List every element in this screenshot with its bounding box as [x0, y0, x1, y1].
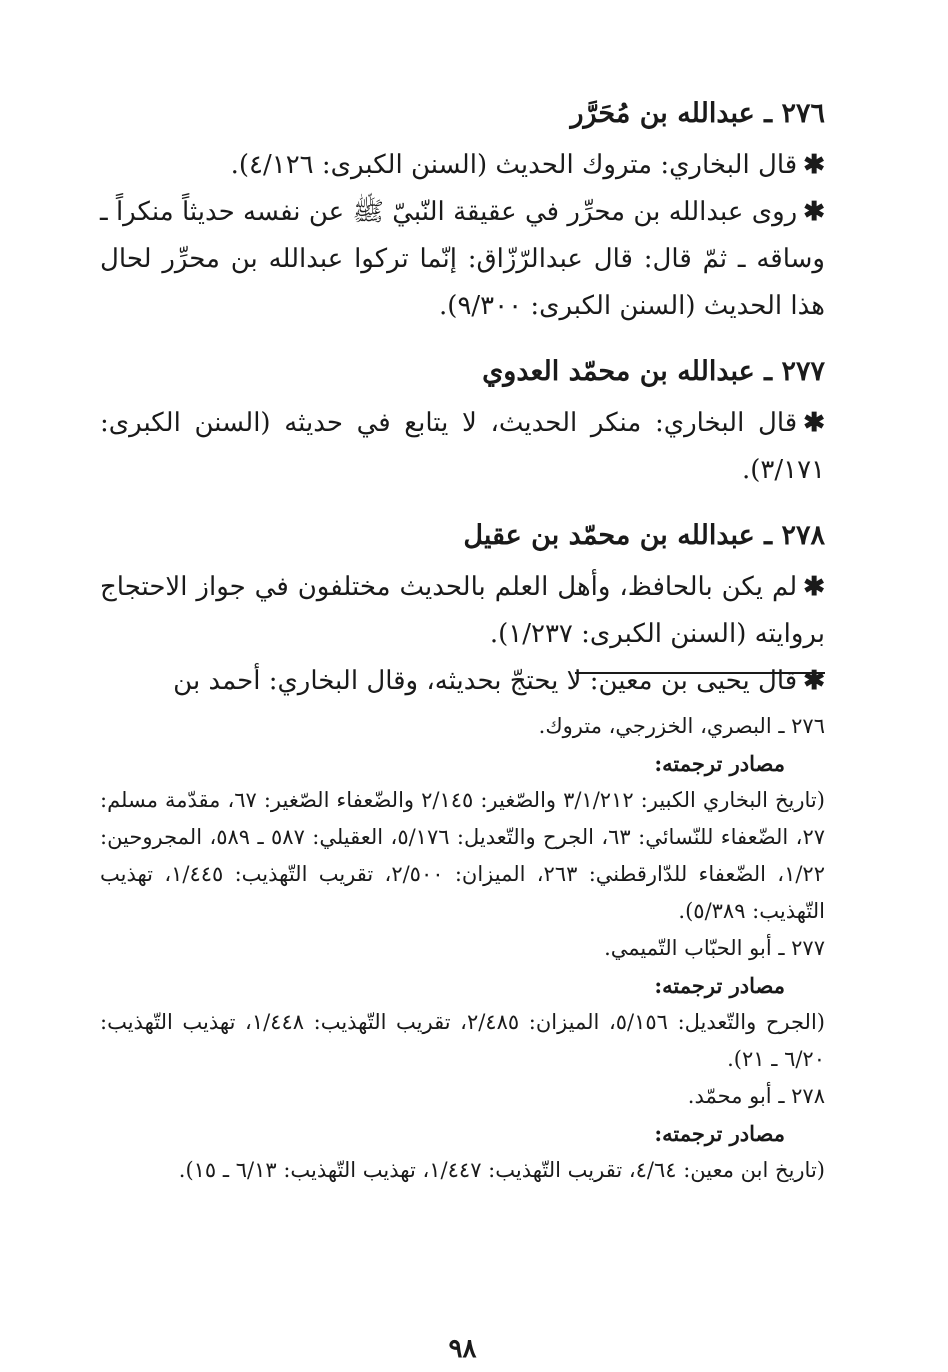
entry-277	[100, 344, 825, 494]
entry-title: ٢٧٦ ـ عبدالله بن مُحَرَّر	[570, 98, 825, 129]
footnote-277	[100, 930, 825, 1078]
asterisk-icon: ✱	[803, 666, 825, 696]
entry-278	[100, 508, 825, 705]
asterisk-icon: ✱	[803, 197, 825, 227]
page-body	[100, 86, 825, 1364]
entry-title: ٢٧٧ ـ عبدالله بن محمّد العدوي	[482, 356, 825, 387]
footnote-divider	[575, 672, 825, 674]
entry-title: ٢٧٨ ـ عبدالله بن محمّد بن عقيل	[463, 520, 825, 551]
entry-paragraph: ✱لم يكن بالحافظ، وأهل العلم بالحديث مختلفون في جواز الاحتجاج بروايته (السنن الكبرى: ١/٢٣٧).	[100, 572, 825, 649]
footnote-276	[100, 708, 825, 930]
entry-276	[100, 86, 825, 330]
footnote-head: ٢٧٨ ـ أبو محمّد.	[687, 1084, 825, 1108]
entry-paragraph: ✱قال يحيى بن معين: لا يحتجّ بحديثه، وقال البخاري: أحمد بن	[173, 666, 825, 696]
footnote-sources-label: مصادر ترجمته:	[654, 973, 785, 998]
page-number: ٩٨	[448, 1334, 477, 1364]
footnote-278	[100, 1078, 825, 1189]
entry-paragraph: ✱قال البخاري: متروك الحديث (السنن الكبرى: ٤/١٢٦).	[230, 150, 825, 180]
asterisk-icon: ✱	[803, 150, 825, 180]
footnotes	[100, 708, 825, 1189]
footnote-body: (الجرح والتّعديل: ٥/١٥٦، الميزان: ٢/٤٨٥، تقريب التّهذيب: ١/٤٤٨، تهذيب التّهذيب: ٦/٢٠ ـ ٢١).	[100, 1010, 825, 1071]
asterisk-icon: ✱	[803, 572, 825, 602]
footnote-head: ٢٧٧ ـ أبو الحبّاب التّميمي.	[604, 936, 825, 960]
entry-paragraph: ✱روى عبدالله بن محرِّر في عقيقة النّبيّ ﷺ عن نفسه حديثاً منكراً ـ وساقه ـ ثمّ قال: قال عبدالرّزّاق: إنّما تركوا عبدالله بن محرِّر لحال هذا الحديث (السنن الكبرى: ٩/٣٠٠).	[100, 197, 825, 321]
footnote-body: (تاريخ ابن معين: ٤/٦٤، تقريب التّهذيب: ١/٤٤٧، تهذيب التّهذيب: ٦/١٣ ـ ١٥).	[178, 1158, 825, 1182]
entry-paragraph: ✱قال البخاري: منكر الحديث، لا يتابع في حديثه (السنن الكبرى: ٣/١٧١).	[100, 408, 825, 485]
footnote-head: ٢٧٦ ـ البصري، الخزرجي، متروك.	[538, 714, 825, 738]
footnote-sources-label: مصادر ترجمته:	[654, 1121, 785, 1146]
footnote-body: (تاريخ البخاري الكبير: ٣/١/٢١٢ والصّغير: ٢/١٤٥ والضّعفاء الصّغير: ٦٧، مقدّمة مسلم: ٢٧، الضّعفاء للنّسائي: ٦٣، الجرح والتّعديل: ٥/١٧٦، العقيلي: ٥٨٧ ـ ٥٨٩، المجروحين: ١/٢٢، الضّعفاء للدّارقطني: ٢٦٣، الميزان: ٢/٥٠٠، تقريب التّهذيب: ١/٤٤٥، تهذيب التّهذيب: ٥/٣٨٩).	[100, 788, 825, 923]
asterisk-icon: ✱	[803, 408, 825, 438]
footnote-sources-label: مصادر ترجمته:	[654, 751, 785, 776]
